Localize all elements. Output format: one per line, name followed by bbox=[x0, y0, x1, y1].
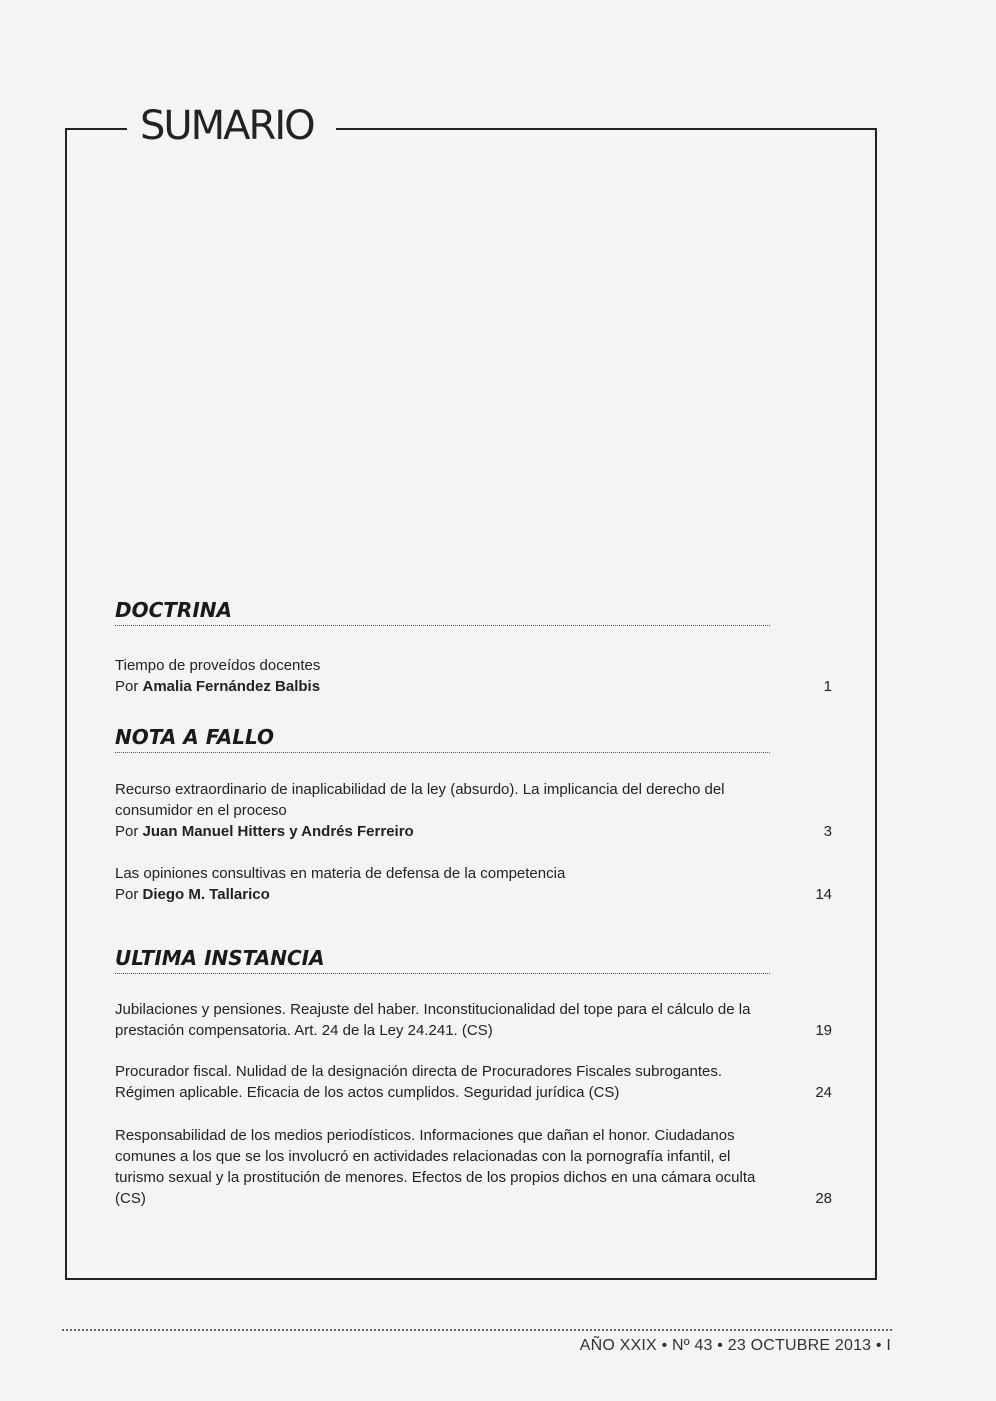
entry-title: Recurso extraordinario de inaplicabilidad de la ley (absurdo). La implicancia del derecho del consumidor en el proceso bbox=[115, 781, 725, 819]
author-prefix: Por bbox=[115, 823, 143, 840]
entry-author: Amalia Fernández Balbis bbox=[142, 678, 321, 695]
entry-title: Procurador fiscal. Nulidad de la designación directa de Procuradores Fiscales subrogantes. Régimen aplicable. Eficacia de los actos cumplidos. Seguridad jurídica (CS) bbox=[115, 1063, 722, 1101]
entry-title: Jubilaciones y pensiones. Reajuste del haber. Inconstitucionalidad del tope para el cálculo de la prestación compensatoria. Art. 24 de la Ley 24.241. (CS) bbox=[115, 1001, 751, 1039]
page-title: SUMARIO bbox=[140, 103, 314, 149]
toc-entry[interactable] bbox=[115, 863, 832, 905]
entry-author: Diego M. Tallarico bbox=[142, 886, 270, 903]
entry-page-number: 14 bbox=[815, 886, 832, 903]
footer-rule bbox=[62, 1329, 892, 1331]
toc-entry[interactable] bbox=[115, 779, 832, 842]
entry-page-number: 28 bbox=[815, 1190, 832, 1207]
footer-issue-info: AÑO XXIX • Nº 43 • 23 OCTUBRE 2013 • I bbox=[579, 1337, 891, 1354]
section-heading-nota-a-fallo: NOTA A FALLO bbox=[115, 724, 770, 753]
toc-entry[interactable] bbox=[115, 655, 832, 697]
section-heading-doctrina: DOCTRINA bbox=[115, 597, 770, 626]
toc-entry[interactable] bbox=[115, 999, 832, 1041]
toc-entry[interactable] bbox=[115, 1061, 832, 1103]
entry-author: Juan Manuel Hitters y Andrés Ferreiro bbox=[142, 823, 414, 840]
entry-author-line bbox=[115, 676, 780, 697]
summary-frame bbox=[65, 128, 877, 1280]
entry-title: Responsabilidad de los medios periodísticos. Informaciones que dañan el honor. Ciudadanos comunes a los que se los involucró en actividades relacionadas con la pornografía infantil, el turismo sexual y la prostitución de menores. Efectos de los propios dichos en una cámara oculta (CS) bbox=[115, 1127, 756, 1207]
author-prefix: Por bbox=[115, 678, 143, 695]
entry-title: Tiempo de proveídos docentes bbox=[115, 657, 321, 674]
entry-page-number: 3 bbox=[823, 823, 832, 840]
entry-author-line bbox=[115, 884, 780, 905]
entry-page-number: 1 bbox=[823, 678, 832, 695]
entry-title: Las opiniones consultivas en materia de defensa de la competencia bbox=[115, 865, 566, 882]
entry-author-line bbox=[115, 821, 780, 842]
entry-page-number: 24 bbox=[815, 1084, 832, 1101]
author-prefix: Por bbox=[115, 886, 143, 903]
entry-page-number: 19 bbox=[815, 1022, 832, 1039]
toc-entry[interactable] bbox=[115, 1125, 832, 1209]
section-heading-ultima-instancia: ULTIMA INSTANCIA bbox=[115, 945, 770, 974]
